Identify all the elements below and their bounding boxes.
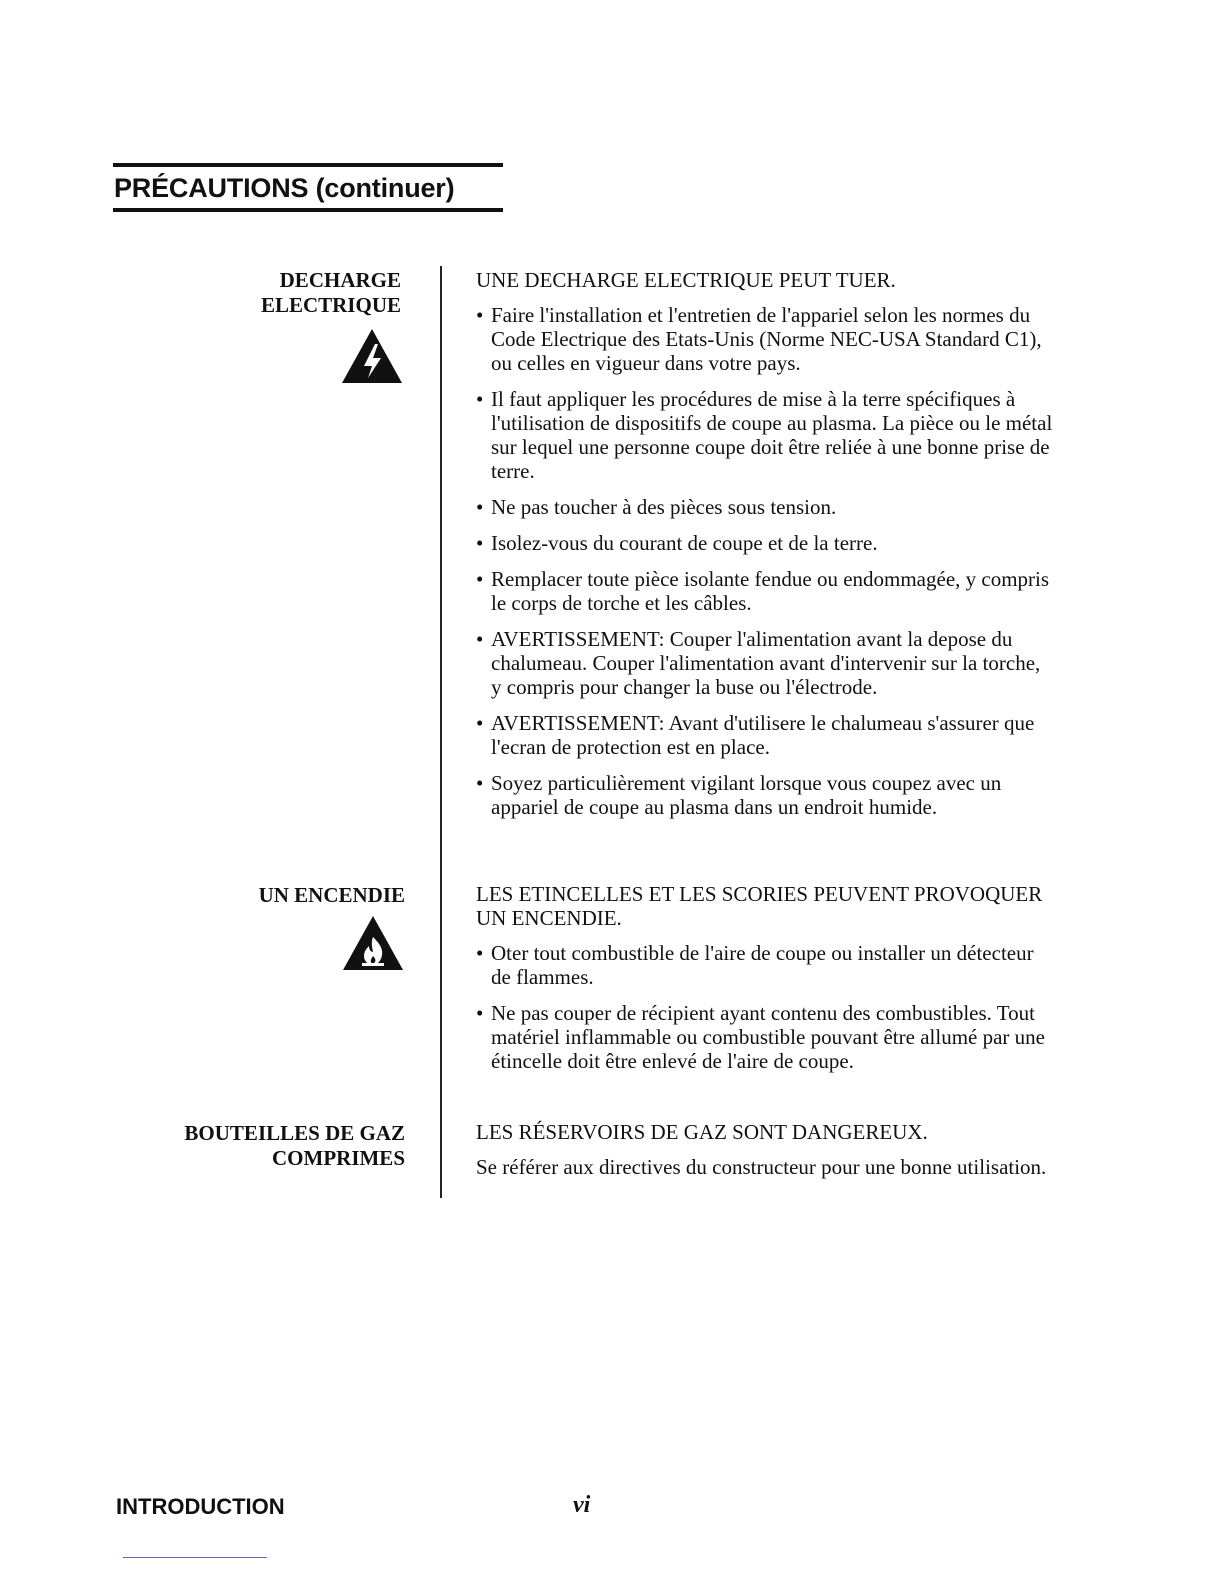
- section-label-compressed-gas: [105, 1121, 405, 1171]
- list-item: • Ne pas couper de récipient ayant contenu des combustibles. Tout matériel inflammable ou combustible pouvant être allumé par une étincelle doit être enlevé de l'aire de coupe.: [476, 1001, 1056, 1073]
- label-line: COMPRIMES: [272, 1146, 405, 1170]
- label-line: ELECTRIQUE: [260, 293, 401, 317]
- list-item: • Faire l'installation et l'entretien de l'appariel selon les normes du Code Electrique des Etats-Unis (Norme NEC-USA Standard C1), ou celles en vigueur dans votre pays.: [476, 303, 1056, 375]
- section-heading: UNE DECHARGE ELECTRIQUE PEUT TUER.: [476, 268, 896, 292]
- list-item: • AVERTISSEMENT: Avant d'utilisere le chalumeau s'assurer que l'ecran de protection est en place.: [476, 711, 1056, 759]
- bullet-list: [476, 941, 1056, 1073]
- list-item: • Soyez particulièrement vigilant lorsque vous coupez avec un appariel de coupe au plasma dans un endroit humide.: [476, 771, 1056, 819]
- list-item: • Il faut appliquer les procédures de mise à la terre spécifiques à l'utilisation de dispositifs de coupe au plasma. La pièce ou le métal sur lequel une personne coupe doit être reliée à une bonne prise de terre.: [476, 387, 1056, 483]
- label-line: BOUTEILLES DE GAZ: [184, 1121, 405, 1145]
- section-heading: LES ETINCELLES ET LES SCORIES PEUVENT PROVOQUER UN ENCENDIE.: [476, 882, 1043, 930]
- page-title-block: [113, 163, 503, 212]
- label-line: UN ENCENDIE: [258, 883, 405, 907]
- list-item: • Isolez-vous du courant de coupe et de la terre.: [476, 531, 1056, 555]
- section-label-electric-shock: [101, 268, 401, 318]
- electric-shock-warning-icon: [341, 328, 403, 384]
- section-compressed-gas: [476, 1120, 1056, 1179]
- bullet-list: [476, 303, 1056, 819]
- section-label-fire: [105, 883, 405, 908]
- list-item: • AVERTISSEMENT: Couper l'alimentation avant la depose du chalumeau. Couper l'alimentation avant d'intervenir sur la torche, y compris pour changer la buse ou l'électrode.: [476, 627, 1056, 699]
- list-item: • Remplacer toute pièce isolante fendue ou endommagée, y compris le corps de torche et les câbles.: [476, 567, 1056, 615]
- page-number: vi: [573, 1492, 591, 1518]
- label-line: DECHARGE: [279, 268, 401, 292]
- section-text: Se référer aux directives du constructeur pour une bonne utilisation.: [476, 1155, 1047, 1179]
- section-heading: LES RÉSERVOIRS DE GAZ SONT DANGEREUX.: [476, 1120, 928, 1144]
- page-title: PRÉCAUTIONS (continuer): [114, 173, 455, 203]
- fire-warning-icon: [342, 915, 404, 971]
- footer-section-name: INTRODUCTION: [116, 1494, 285, 1519]
- title-rule-bottom: [113, 208, 503, 212]
- column-divider: [440, 266, 442, 1198]
- section-fire: [476, 882, 1056, 1085]
- section-electric-shock: [476, 268, 1056, 831]
- list-item: • Ne pas toucher à des pièces sous tension.: [476, 495, 1056, 519]
- bottom-divider: [123, 1557, 267, 1558]
- list-item: • Oter tout combustible de l'aire de coupe ou installer un détecteur de flammes.: [476, 941, 1056, 989]
